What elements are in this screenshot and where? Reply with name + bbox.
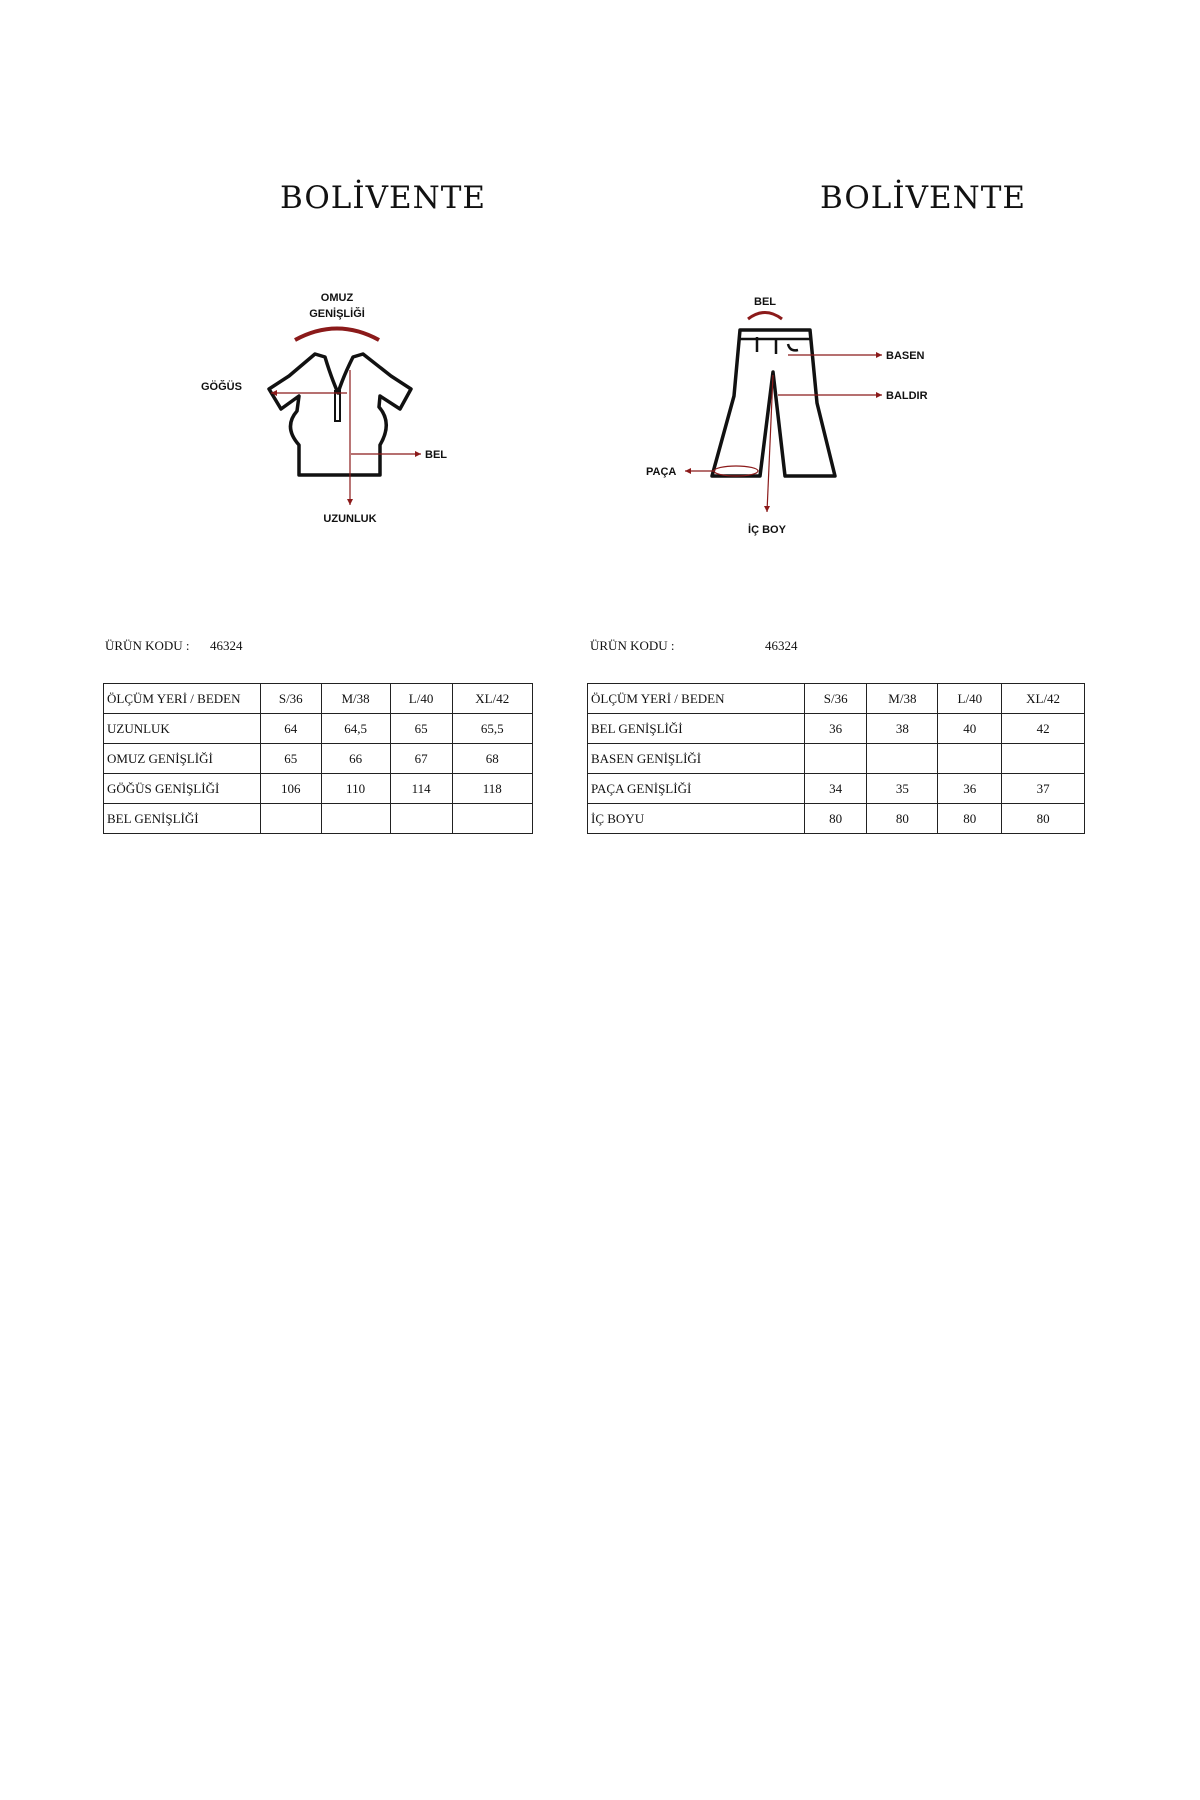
table-cell bbox=[321, 804, 390, 834]
product-code-label: ÜRÜN KODU : bbox=[105, 638, 190, 653]
table-cell: 65 bbox=[261, 744, 322, 774]
table-cell: İÇ BOYU bbox=[588, 804, 805, 834]
table-cell bbox=[452, 804, 532, 834]
table-cell: 36 bbox=[938, 774, 1002, 804]
table-cell: BASEN GENİŞLİĞİ bbox=[588, 744, 805, 774]
table-header-row bbox=[104, 684, 533, 714]
table-cell: 80 bbox=[867, 804, 938, 834]
product-code-value: 46324 bbox=[765, 638, 798, 653]
placket bbox=[335, 391, 340, 421]
pants-outline bbox=[712, 330, 835, 476]
table-header-row bbox=[588, 684, 1085, 714]
table-cell: 35 bbox=[867, 774, 938, 804]
table-cell: BEL GENİŞLİĞİ bbox=[104, 804, 261, 834]
table-cell: UZUNLUK bbox=[104, 714, 261, 744]
table-header-cell: S/36 bbox=[261, 684, 322, 714]
table-row bbox=[588, 744, 1085, 774]
table-cell: 66 bbox=[321, 744, 390, 774]
table-cell: 64 bbox=[261, 714, 322, 744]
table-row bbox=[104, 774, 533, 804]
table-cell: 65,5 bbox=[452, 714, 532, 744]
leg-opening-label: PAÇA bbox=[646, 466, 677, 478]
table-row bbox=[588, 714, 1085, 744]
table-cell: 80 bbox=[938, 804, 1002, 834]
table-row bbox=[104, 804, 533, 834]
table-cell: 118 bbox=[452, 774, 532, 804]
table-cell: 67 bbox=[390, 744, 452, 774]
table-header-cell: L/40 bbox=[938, 684, 1002, 714]
brand-logo-right: BOLİVENTE bbox=[820, 180, 1027, 216]
product-code-label: ÜRÜN KODU : bbox=[590, 638, 675, 653]
table-cell: 38 bbox=[867, 714, 938, 744]
top-measurement-diagram bbox=[195, 285, 475, 535]
table-header-cell: M/38 bbox=[867, 684, 938, 714]
table-cell bbox=[261, 804, 322, 834]
table-row bbox=[104, 744, 533, 774]
product-code-left bbox=[105, 638, 243, 654]
table-cell: 40 bbox=[938, 714, 1002, 744]
table-cell: 114 bbox=[390, 774, 452, 804]
table-cell bbox=[1002, 744, 1085, 774]
table-cell: 34 bbox=[805, 774, 867, 804]
table-cell: 64,5 bbox=[321, 714, 390, 744]
pants-waist-arc bbox=[748, 313, 782, 320]
product-code-right bbox=[590, 638, 798, 654]
inseam-label: İÇ BOY bbox=[748, 524, 786, 536]
pants-measurement-diagram bbox=[646, 290, 940, 540]
table-cell bbox=[867, 744, 938, 774]
table-header-cell: XL/42 bbox=[1002, 684, 1085, 714]
table-cell bbox=[390, 804, 452, 834]
length-label: UZUNLUK bbox=[323, 513, 377, 525]
table-header-cell: L/40 bbox=[390, 684, 452, 714]
calf-label: BALDIR bbox=[886, 390, 928, 402]
table-cell: 65 bbox=[390, 714, 452, 744]
table-cell: OMUZ GENİŞLİĞİ bbox=[104, 744, 261, 774]
table-header-cell: M/38 bbox=[321, 684, 390, 714]
table-header-cell: ÖLÇÜM YERİ / BEDEN bbox=[588, 684, 805, 714]
shoulder-label-line2: GENİŞLİĞİ bbox=[309, 308, 365, 320]
table-cell: PAÇA GENİŞLİĞİ bbox=[588, 774, 805, 804]
table-header-cell: S/36 bbox=[805, 684, 867, 714]
table-cell: 106 bbox=[261, 774, 322, 804]
shoulder-arc bbox=[295, 329, 379, 341]
table-header-cell: XL/42 bbox=[452, 684, 532, 714]
table-row bbox=[588, 804, 1085, 834]
table-cell: GÖĞÜS GENİŞLİĞİ bbox=[104, 774, 261, 804]
table-cell: 37 bbox=[1002, 774, 1085, 804]
top-size-table bbox=[103, 683, 533, 834]
brand-logo-left: BOLİVENTE bbox=[280, 180, 487, 216]
table-cell: 110 bbox=[321, 774, 390, 804]
table-cell: 68 bbox=[452, 744, 532, 774]
table-row bbox=[588, 774, 1085, 804]
product-code-value: 46324 bbox=[210, 638, 243, 653]
table-cell: 80 bbox=[805, 804, 867, 834]
table-cell: 42 bbox=[1002, 714, 1085, 744]
pants-size-table bbox=[587, 683, 1085, 834]
table-header-cell: ÖLÇÜM YERİ / BEDEN bbox=[104, 684, 261, 714]
table-cell bbox=[938, 744, 1002, 774]
table-cell bbox=[805, 744, 867, 774]
table-row bbox=[104, 714, 533, 744]
hip-label: BASEN bbox=[886, 350, 925, 362]
table-cell: BEL GENİŞLİĞİ bbox=[588, 714, 805, 744]
shoulder-label-line1: OMUZ bbox=[320, 292, 354, 304]
table-cell: 80 bbox=[1002, 804, 1085, 834]
pants-waist-label: BEL bbox=[754, 296, 776, 308]
table-cell: 36 bbox=[805, 714, 867, 744]
chest-label: GÖĞÜS bbox=[201, 381, 242, 393]
waist-label: BEL bbox=[425, 449, 447, 461]
